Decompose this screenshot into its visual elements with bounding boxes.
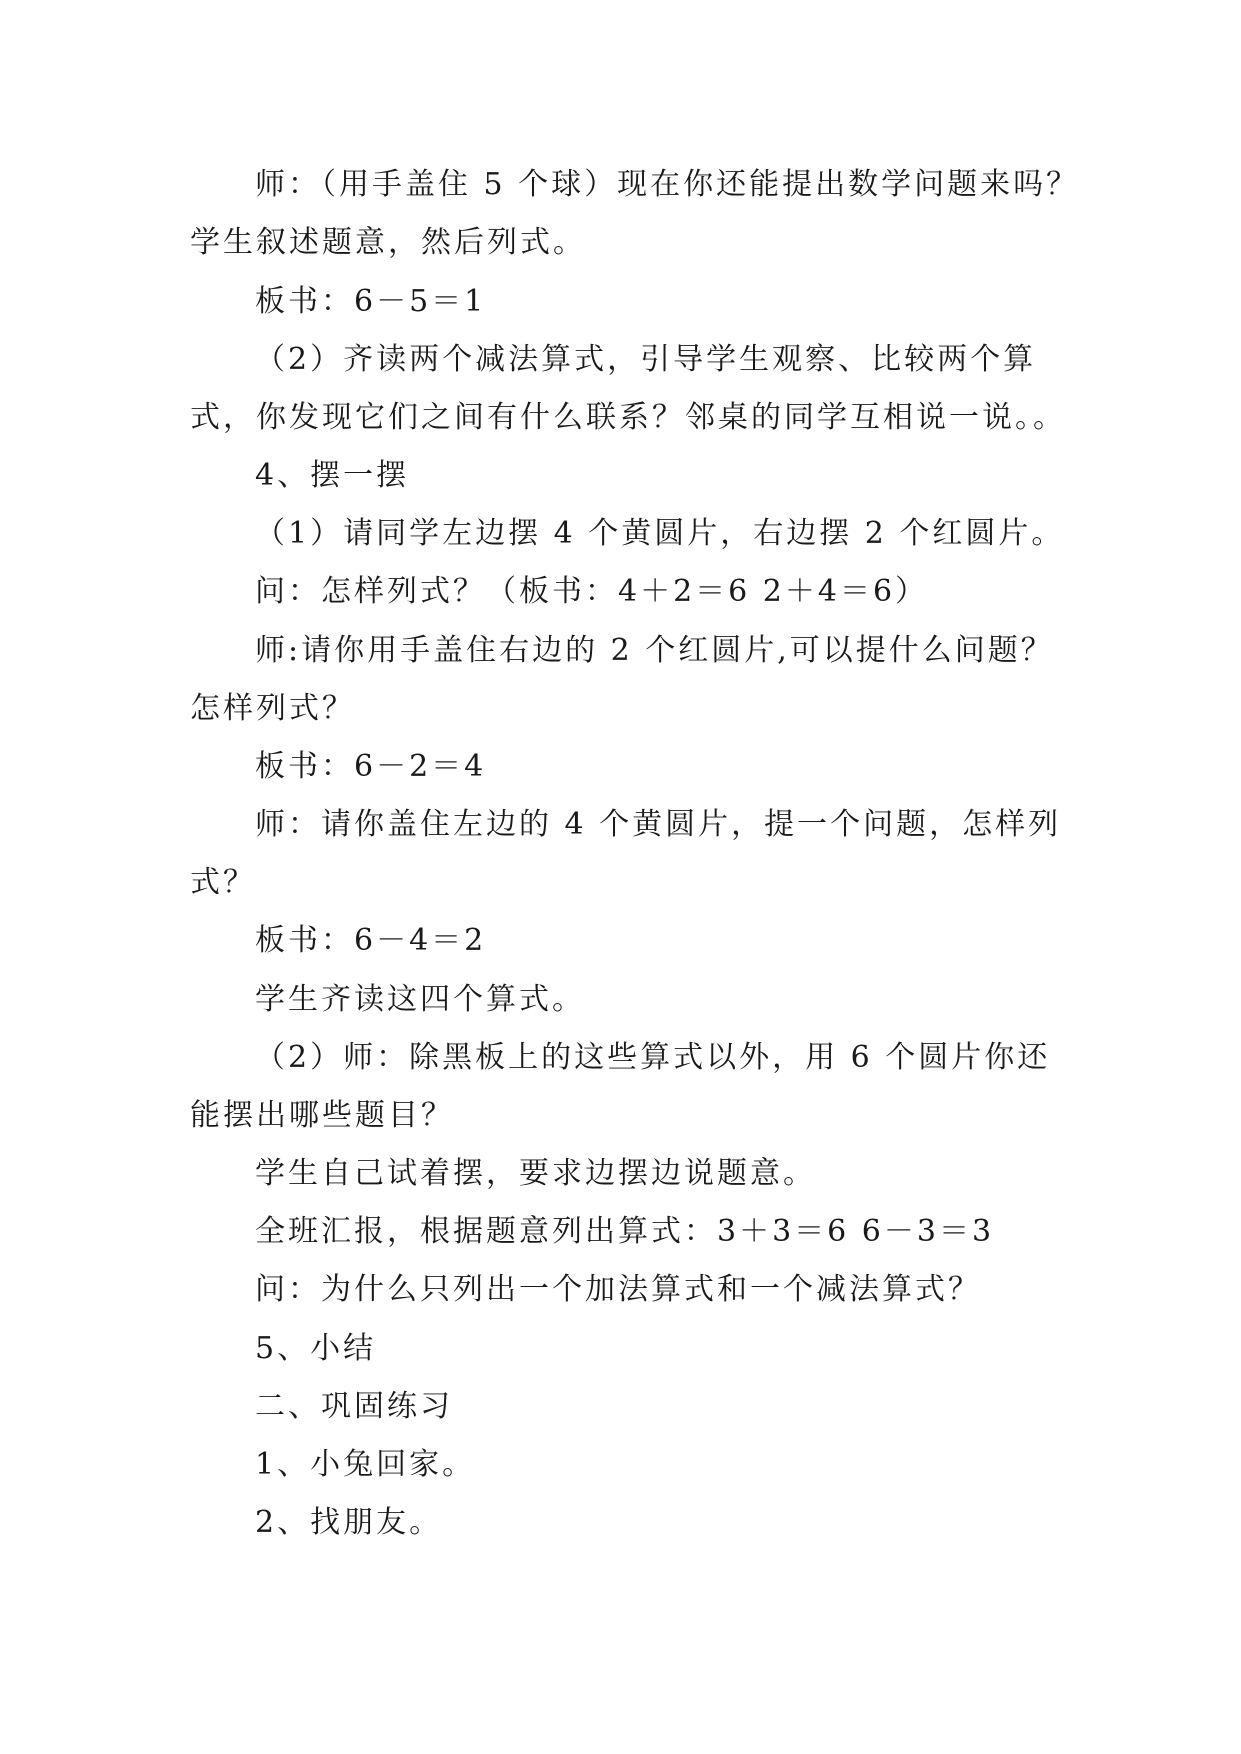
text-line: 全班汇报，根据题意列出算式：3＋3＝6 6－3＝3	[255, 1214, 995, 1249]
text-line: 4、摆一摆	[255, 458, 410, 493]
text-line: 5、小结	[255, 1331, 377, 1366]
text-line: 板书：6－5＝1	[255, 284, 487, 319]
text-line: 二、巩固练习	[255, 1389, 453, 1424]
text-line: 学生叙述题意，然后列式。	[190, 225, 586, 260]
text-line: 师：请你盖住左边的 4 个黄圆片，提一个问题，怎样列	[255, 807, 1062, 842]
text-line: 师：（用手盖住 5 个球）现在你还能提出数学问题来吗？	[255, 167, 1080, 202]
text-line: （1）请同学左边摆 4 个黄圆片，右边摆 2 个红圆片。	[255, 516, 1065, 551]
text-line: （2）齐读两个减法算式，引导学生观察、比较两个算	[255, 342, 1037, 377]
text-line: 板书：6－4＝2	[255, 923, 487, 958]
text-line: 师:请你用手盖住右边的 2 个红圆片,可以提什么问题？	[255, 633, 1054, 668]
text-line: 式？	[190, 865, 256, 900]
text-line: 1、小兔回家。	[255, 1447, 476, 1482]
text-line: 式，你发现它们之间有什么联系？邻桌的同学互相说一说。。	[190, 400, 1066, 435]
text-line: 板书：6－2＝4	[255, 749, 487, 784]
text-line: 问：为什么只列出一个加法算式和一个减法算式？	[255, 1272, 981, 1307]
text-line: 能摆出哪些题目？	[190, 1098, 454, 1133]
text-line: 学生齐读这四个算式。	[255, 982, 585, 1017]
text-line: 2、找朋友。	[255, 1505, 443, 1540]
text-line: 学生自己试着摆，要求边摆边说题意。	[255, 1156, 816, 1191]
text-line: 怎样列式？	[190, 691, 355, 726]
text-line: 问：怎样列式？（板书：4＋2＝6 2＋4＝6）	[255, 574, 929, 609]
text-line: （2）师：除黑板上的这些算式以外，用 6 个圆片你还	[255, 1040, 1051, 1075]
